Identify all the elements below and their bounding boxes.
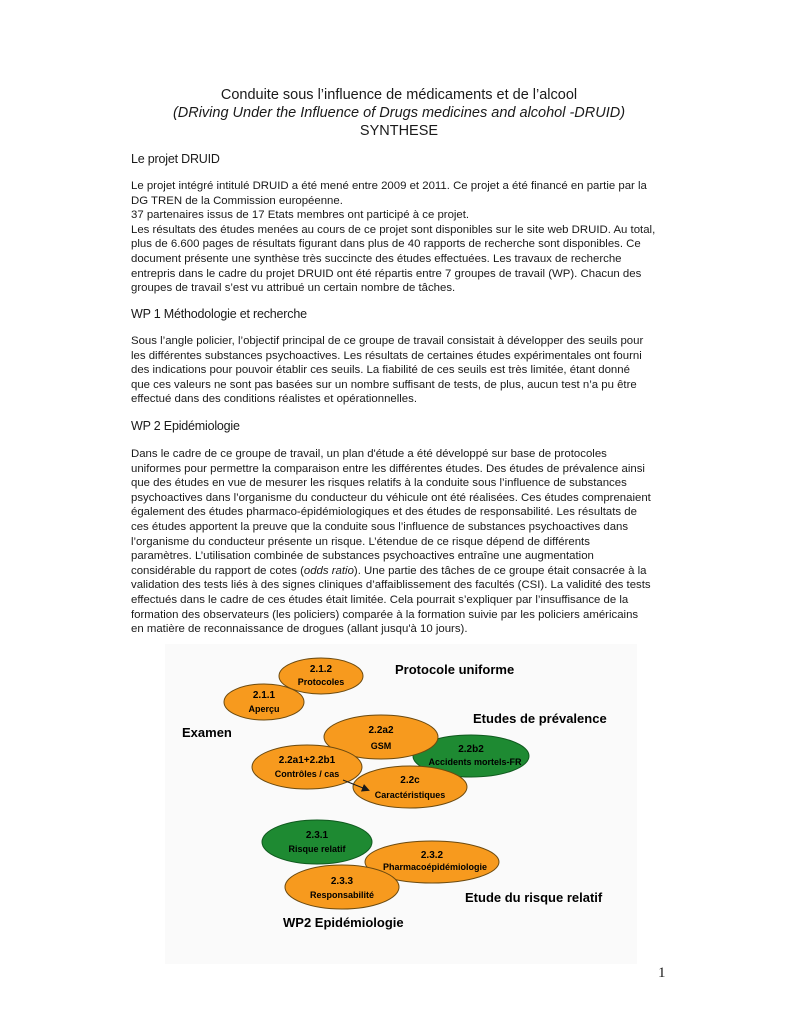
wp2-diagram [165,644,637,964]
node-label: Aperçu [248,704,280,714]
text-line: formation des observateurs (les policiers) comparée à la formation suivie par les policiers américains [131,608,639,621]
node-label: Caractéristiques [374,790,446,800]
wp2-diagram-svg [165,644,637,964]
page-number: 1 [658,965,666,981]
label-etude-risque-relatif: Etude du risque relatif [465,890,603,905]
text-line: paramètres. L’utilisation combinée de substances psychoactives entraîne une augmentation [131,550,594,563]
node-code: 2.2c [400,775,420,786]
text-line [131,564,669,579]
text-line: Sous l’angle policier, l’objectif principal de ce groupe de travail consistait à développer des seuils pour [131,335,644,347]
node-code: 2.3.3 [330,876,354,887]
text-line: que des études en vue de mesurer les risques relatifs à la conduite sous l’influence de substances [131,477,627,490]
text-line: que ces valeurs ne sont pas basées sur un nombre suffisant de tests, de plus, aucun test n’a pu être [131,378,637,391]
node-code: 2.1.2 [309,664,333,675]
text-line: Les résultats des études menées au cours de ce projet sont disponibles sur le site web DRUID. Au total, [131,223,656,236]
section-paragraph-wp2 [131,447,669,637]
node-label: Contrôles / cas [274,769,340,779]
text-line: entrepris dans le cadre du projet DRUID ont été répartis entre 7 groupes de travail (WP). Chacun des [131,267,642,280]
text-line: effectué dans des conditions réalistes et opérationnelles. [131,393,418,406]
node-label: GSM [370,741,392,751]
node-code: 2.2a2 [368,725,394,736]
section-paragraph-wp1 [131,334,669,407]
text-line: des indications pour pouvoir établir ces seuils. La fiabilité de ces seuils est très limitée, étant donné [131,364,630,377]
text-fragment: ). Une partie des tâches de ce groupe était consacrée à la [353,564,647,577]
node-label: Pharmacoépidémiologie [382,862,488,872]
section-heading-druid: Le projet DRUID [131,152,220,166]
text-line: effectués dans le cadre de ces études était limitée. Cela pourrait s’expliquer par l’insuffisance de la [131,593,629,606]
label-examen: Examen [182,725,232,740]
text-line: plus de 6.600 pages de résultats figurant dans plus de 40 rapports de recherche sont disponibles. Ce [131,238,641,251]
node-code: 2.3.1 [305,830,329,841]
odds-ratio-italic: odds ratio [303,564,354,577]
section-heading-wp2: WP 2 Epidémiologie [131,419,240,433]
node-label: Protocoles [297,677,345,687]
node-label: Accidents mortels-FR [428,757,522,767]
node-ellipse [252,745,362,789]
text-fragment: considérable du rapport de cotes ( [131,564,304,577]
text-line: en matière de reconnaissance de drogues (allant jusqu'à 10 jours). [131,623,468,636]
text-line: psychoactives dans l’organisme du conducteur du véhicule ont été réalisées. Ces études comprenaient [131,491,651,504]
node-ellipse [262,820,372,864]
title-line-1: Conduite sous l’influence de médicaments et de l’alcool [220,87,578,103]
text-line: validation des tests liés à des signes cliniques d’affaiblissement des facultés (CSI). La validité des tests [131,579,651,592]
node-code: 2.2a1+2.2b1 [278,755,336,766]
node-2-3-1 [262,820,372,864]
title-line-3: SYNTHESE [359,123,439,139]
text-line: document présente une synthèse très succincte des études effectuées. Les travaux de recherche [131,252,622,265]
text-line: DG TREN de la Commission européenne. [131,194,343,207]
node-ellipse [285,865,399,909]
node-label: Risque relatif [288,844,346,854]
text-line: Le projet intégré intitulé DRUID a été mené entre 2009 et 2011. Ce projet a été financé en partie par la [131,180,647,192]
text-line: également des études pharmaco-épidémiologiques et des études de responsabilité. Les résultats de [131,506,637,519]
node-code: 2.3.2 [420,850,444,861]
node-label: Responsabilité [309,890,375,900]
label-protocole-uniforme: Protocole uniforme [395,662,515,677]
title-line-2: (DRiving Under the Influence of Drugs medicines and alcohol -DRUID) [172,105,626,121]
node-2-1-1 [224,684,304,720]
node-2-2c [353,766,467,808]
node-2-2a1-2-2b1 [252,745,362,789]
node-ellipse [353,766,467,808]
node-code: 2.2b2 [458,744,484,755]
text-line: 37 partenaires issus de 17 Etats membres ont participé à ce projet. [131,209,470,222]
node-code: 2.1.1 [252,690,276,701]
text-line: ces études apportent la preuve que la conduite sous l’influence de substances psychoactives dans [131,520,629,533]
section-paragraph-druid [131,179,669,296]
text-line: groupes de travail s’est vu attribué un certain nombre de tâches. [131,282,456,295]
text-line: l’organisme du conducteur présente un risque. L’étendue de ce risque dépend de différents [131,535,590,548]
text-line: Dans le cadre de ce groupe de travail, un plan d'étude a été développé sur base de protocoles [131,448,607,460]
document-title [130,86,668,140]
text-line: les différentes substances psychoactives. Les résultats de certaines études expérimentales ont fourni [131,349,642,362]
section-heading-wp1: WP 1 Méthodologie et recherche [131,307,307,321]
label-wp2-epidemiologie: WP2 Epidémiologie [283,915,404,930]
node-2-3-3 [285,865,399,909]
text-line: uniformes pour permettre la comparaison entre les différentes études. Des études de prévalence ainsi [131,462,645,475]
label-etudes-prevalence: Etudes de prévalence [473,711,607,726]
